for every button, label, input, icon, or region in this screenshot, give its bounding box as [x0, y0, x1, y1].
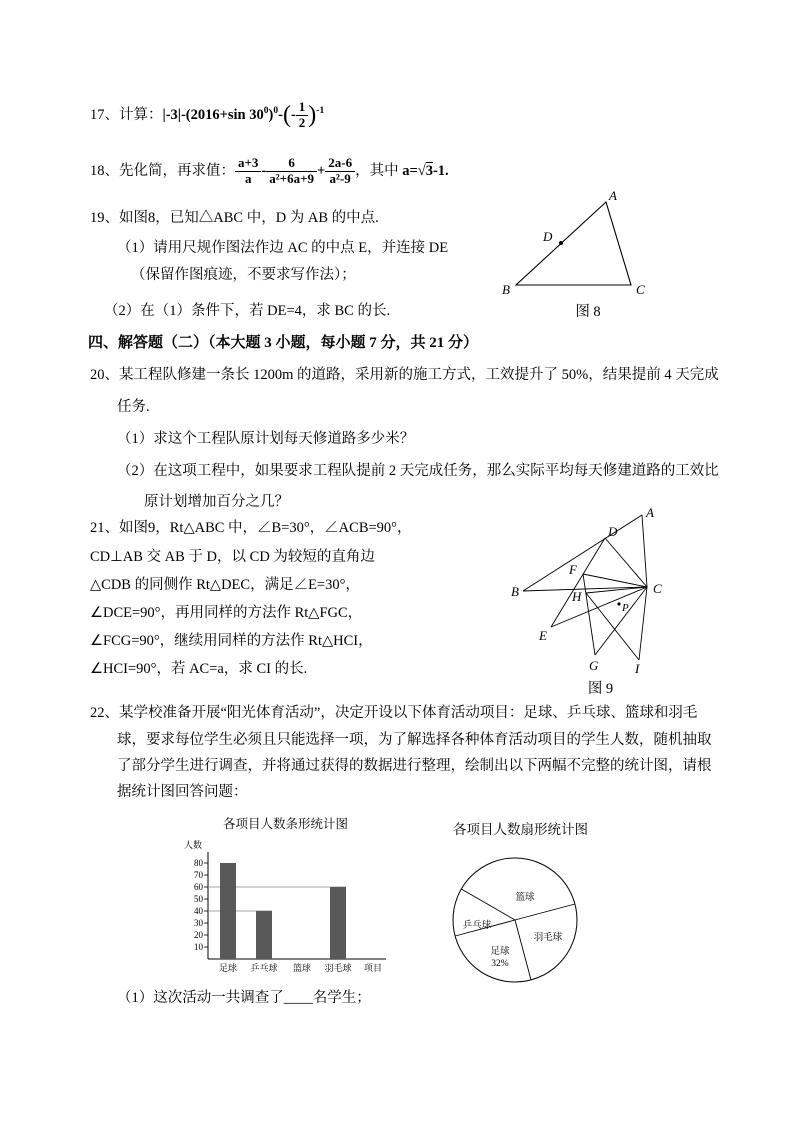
fig9-label-d: D — [607, 524, 617, 539]
figure-8-caption: 图 8 — [575, 304, 601, 320]
figure-8-drawing — [501, 188, 676, 298]
ytick-80: 80 — [194, 858, 203, 868]
fig8-label-b: B — [501, 282, 510, 297]
q20-item2b: 原计划增加百分之几？ — [144, 494, 289, 510]
bar-chart-title: 各项目人数条形统计图 — [222, 817, 348, 831]
q21-line3: △CDB 的同侧作 Rt△DEC，满足∠E=30°， — [90, 577, 360, 593]
bar-football — [220, 863, 236, 959]
q18-label: 18、先化简，再求值： — [90, 162, 235, 179]
bar-chart-tickmarks — [204, 863, 208, 947]
q19-item2: （2）在（1）条件下，若 DE=4，求 BC 的长. — [104, 303, 391, 319]
q19-line1: 19、如图8，已知△ABC 中，D 为 AB 的中点. — [90, 210, 379, 226]
q21-line4: ∠DCE=90°，再用同样的方法作 Rt△FGC， — [90, 605, 363, 621]
fig9-label-i: I — [634, 661, 639, 675]
ytick-10: 10 — [194, 942, 203, 952]
figure-9-drawing — [511, 503, 691, 675]
q18-op1: - — [261, 162, 267, 179]
triangle-abc-edges — [516, 202, 631, 285]
q22-item1: （1）这次活动一共调查了____名学生； — [117, 990, 371, 1006]
fig9-label-f: F — [568, 562, 577, 577]
q17-sup-neg1: -1 — [316, 105, 325, 116]
fig8-label-d: D — [542, 229, 552, 244]
q18-value — [402, 163, 448, 179]
bar-pingpong — [256, 911, 272, 959]
xtick-basketball: 篮球 — [292, 963, 312, 973]
q17-close-paren: ) — [268, 106, 274, 123]
xtick-football: 足球 — [218, 963, 238, 973]
fig9-label-c: C — [652, 581, 662, 596]
q18-f2-num: 6 — [266, 156, 317, 172]
q17-fraction — [296, 100, 309, 131]
pie-label-pingpong: 乒乓球 — [462, 921, 492, 931]
ytick-20: 20 — [194, 930, 203, 940]
ytick-60: 60 — [194, 882, 203, 892]
q17-term1: |-3|-(2016+sin 30 — [162, 106, 264, 123]
q20-line2: 任务. — [117, 399, 150, 415]
q18-f1-den: a — [244, 170, 252, 186]
q18-fraction-3 — [325, 156, 355, 187]
bar-chart-ylabel: 人数 — [184, 840, 203, 850]
q17-big-rparen: ) — [308, 101, 317, 128]
figure-9-block — [508, 503, 693, 698]
question-18 — [90, 156, 449, 187]
q17-fraction-num: 1 — [296, 100, 309, 116]
figure-8-block — [498, 188, 678, 321]
fig9-label-b: B — [510, 584, 519, 599]
question-17 — [90, 100, 324, 131]
q17-sup-degree: 0 — [263, 105, 269, 116]
q18-mid-text: ，其中 — [355, 162, 403, 179]
q22-line1: 22、某学校准备开展“阳光体育活动”，决定开设以下体育活动项目：足球、乒乓球、篮球和羽毛 — [90, 705, 698, 721]
xtick-badminton: 羽毛球 — [324, 963, 352, 973]
q22-line2: 球，要求每位学生必须且只能选择一项，为了解选择各种体育活动项目的学生人数，随机抽取 — [117, 732, 712, 748]
bar-chart-xlabel: 项目 — [363, 963, 383, 973]
fig8-label-c: C — [635, 282, 645, 297]
q17-formula — [162, 99, 325, 130]
q21-line6: ∠HCI=90°，若 AC=a，求 CI 的长. — [90, 661, 308, 677]
ytick-50: 50 — [194, 894, 203, 904]
xtick-pingpong: 乒乓球 — [250, 963, 278, 973]
fig9-label-p: P — [621, 602, 629, 614]
q18-fraction-1 — [235, 156, 261, 187]
q19-item1b: （保留作图痕迹，不要求写作法）； — [131, 267, 356, 283]
ytick-30: 30 — [194, 918, 203, 928]
q18-radicand: 3 — [425, 162, 433, 179]
pie-chart-block — [408, 818, 633, 992]
q18-radical-sign: √ — [417, 162, 426, 179]
q22-line3: 了部分学生进行调查，并将通过获得的数据进行整理，绘制出以下两幅不完整的统计图，请根 — [117, 758, 712, 774]
bar-badminton — [330, 887, 346, 959]
q17-fraction-den: 2 — [298, 114, 306, 130]
fig9-label-e: E — [538, 628, 547, 643]
point-p-dot — [617, 602, 620, 605]
bar-chart-block — [168, 814, 403, 984]
pie-chart — [408, 840, 633, 992]
q21-line2: CD⊥AB 交 AB 于 D，以 CD 为较短的直角边 — [90, 549, 375, 565]
q21-line1: 21、如图9，Rt△ABC 中，∠B=30°，∠ACB=90°， — [90, 520, 412, 536]
pie-chart-title: 各项目人数扇形统计图 — [453, 822, 588, 837]
q17-neg-sign: - — [290, 106, 296, 123]
point-d-dot — [559, 241, 563, 245]
q18-tail: -1. — [432, 162, 449, 179]
q19-item1: （1）请用尺规作图法作边 AC 的中点 E，并连接 DE — [117, 240, 449, 256]
pie-label-badminton: 羽毛球 — [533, 933, 563, 943]
q18-f1-num: a+3 — [235, 156, 261, 172]
section-4-heading: 四、解答题（二）（本大题 3 小题，每小题 7 分，共 21 分） — [88, 335, 479, 351]
q18-f2-den: a²+6a+9 — [269, 170, 314, 186]
fig9-label-g: G — [588, 658, 598, 673]
q17-label: 17、计算： — [90, 106, 163, 123]
q18-f3-num: 2a-6 — [325, 156, 355, 172]
q18-var-eq: a= — [402, 162, 418, 179]
q17-minus: - — [278, 106, 283, 123]
pie-label-football: 足球 — [490, 947, 510, 957]
pie-label-basketball: 篮球 — [515, 893, 535, 903]
ytick-40: 40 — [194, 906, 203, 916]
q18-formula — [235, 155, 355, 186]
pie-label-football-pct: 32% — [491, 959, 509, 969]
q18-f3-den: a²-9 — [329, 170, 351, 186]
fig9-label-h: H — [571, 589, 581, 604]
q17-big-lparen: ( — [282, 101, 291, 128]
q18-fraction-2 — [266, 156, 317, 187]
q22-line4: 据统计图回答问题： — [117, 784, 248, 800]
ytick-70: 70 — [194, 870, 203, 880]
fig9-label-a: A — [645, 505, 654, 520]
q20-line1: 20、某工程队修建一条长 1200m 的道路，采用新的施工方式，工效提升了 50%，结果提前 4 天完成 — [90, 367, 719, 383]
figure-9-caption: 图 9 — [587, 681, 614, 697]
q17-sup-zero: 0 — [273, 105, 279, 116]
bar-chart — [168, 834, 403, 984]
q20-item2a: （2）在这项工程中，如果要求工程队提前 2 天完成任务，那么实际平均每天修建道路的工效比 — [117, 463, 719, 479]
q20-item1: （1）求这个工程队原计划每天修道路多少米？ — [117, 431, 415, 447]
fig8-label-a: A — [608, 188, 617, 203]
q21-line5: ∠FCG=90°，继续用同样的方法作 Rt△HCI， — [90, 633, 373, 649]
q18-op2: + — [316, 162, 326, 179]
